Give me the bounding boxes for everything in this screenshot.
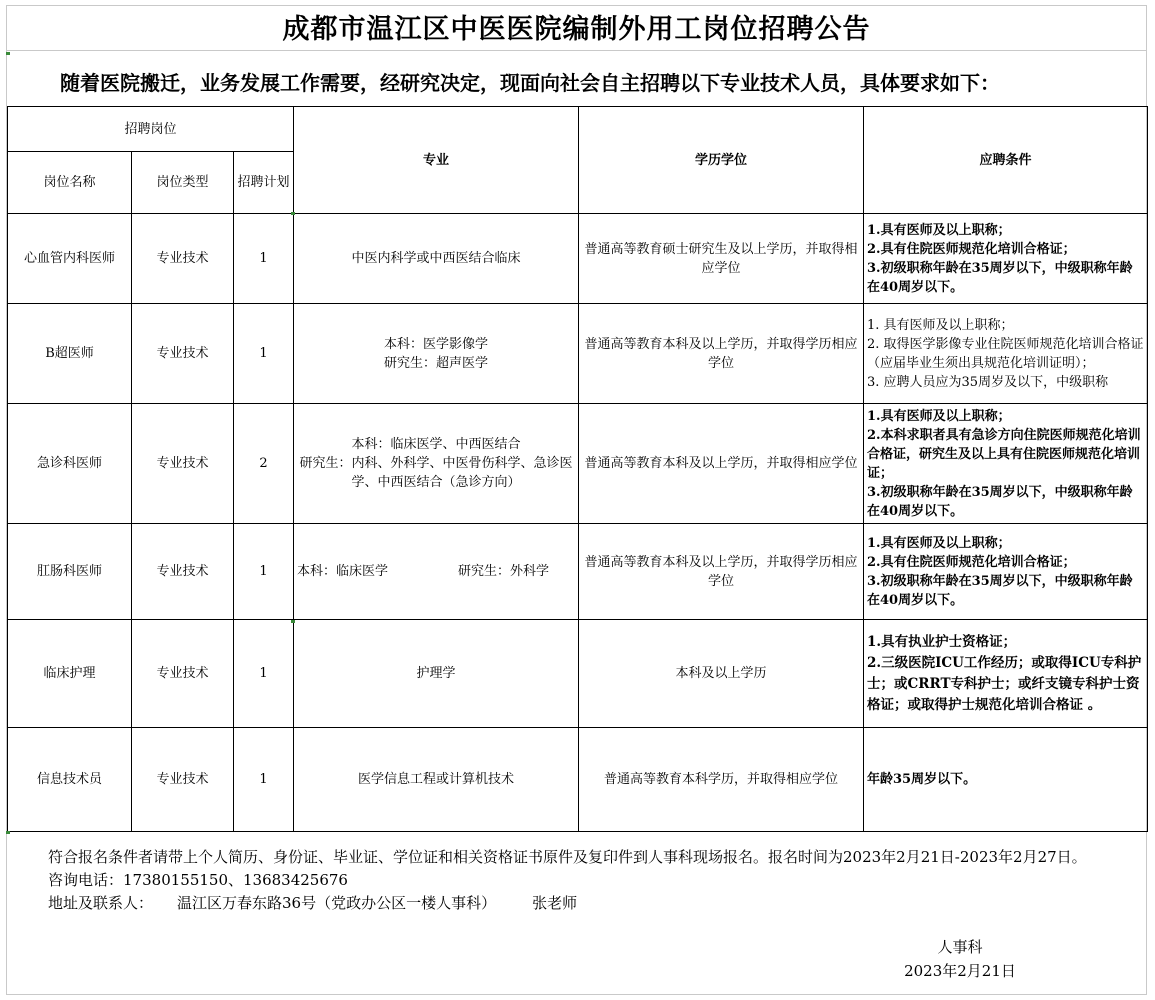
table-row (8, 304, 1148, 404)
major: 本科：临床医学、中西医结合 研究生：内科、外科学、中医骨伤科学、急诊医学、中西医结合（急诊方向） (294, 404, 579, 524)
header-requirements: 应聘条件 (864, 107, 1148, 214)
major: 护理学 (294, 620, 579, 728)
position-name: 肛肠科医师 (8, 524, 132, 620)
plan-count: 1 (234, 728, 294, 832)
requirements: 1. 具有医师及以上职称； 2. 取得医学影像专业住院医师规范化培训合格证（应届毕业生须出具规范化培训证明）； 3. 应聘人员应为35周岁及以下，中级职称 (864, 304, 1148, 404)
signature-dept: 人事科 (937, 938, 983, 956)
education: 普通高等教育本科及以上学历，并取得学历相应学位 (579, 524, 864, 620)
position-name: B超医师 (8, 304, 132, 404)
major: 本科：医学影像学 研究生：超声医学 (294, 304, 579, 404)
position-type: 专业技术 (132, 524, 234, 620)
table-row (8, 728, 1148, 832)
position-type: 专业技术 (132, 214, 234, 304)
cell-marker (6, 831, 10, 834)
plan-count: 1 (234, 214, 294, 304)
requirements: 1.具有医师及以上职称； 2.本科求职者具有急诊方向住院医师规范化培训合格证，研究生及以上具有住院医师规范化培训证； 3.初级职称年龄在35周岁以下，中级职称年龄在40周岁以下。 (864, 404, 1148, 524)
education: 普通高等教育本科及以上学历，并取得相应学位 (579, 404, 864, 524)
education: 普通高等教育本科学历，并取得相应学位 (579, 728, 864, 832)
position-name: 急诊科医师 (8, 404, 132, 524)
header-plan: 招聘计划 (234, 152, 294, 214)
phone-numbers: 17380155150、13683425676 (123, 871, 348, 889)
title-divider (6, 50, 1147, 51)
requirements: 年龄35周岁以下。 (864, 728, 1148, 832)
table-row (8, 214, 1148, 304)
position-name: 心血管内科医师 (8, 214, 132, 304)
major: 本科：临床医学 研究生：外科学 (294, 524, 579, 620)
cell-marker (6, 52, 10, 55)
requirements: 1.具有医师及以上职称； 2.具有住院医师规范化培训合格证； 3.初级职称年龄在35周岁以下，中级职称年龄在40周岁以下。 (864, 214, 1148, 304)
page-title: 成都市温江区中医医院编制外用工岗位招聘公告 (282, 14, 871, 45)
position-type: 专业技术 (132, 404, 234, 524)
position-type: 专业技术 (132, 728, 234, 832)
major: 中医内科学或中西医结合临床 (294, 214, 579, 304)
position-name: 临床护理 (8, 620, 132, 728)
position-type: 专业技术 (132, 304, 234, 404)
requirements: 1.具有医师及以上职称； 2.具有住院医师规范化培训合格证； 3.初级职称年龄在35周岁以下，中级职称年龄在40周岁以下。 (864, 524, 1148, 620)
signature-block (880, 935, 1040, 983)
footer-notes (12, 846, 1142, 915)
plan-count: 1 (234, 304, 294, 404)
table-row (8, 620, 1148, 728)
education: 普通高等教育硕士研究生及以上学历，并取得相应学位 (579, 214, 864, 304)
cell-marker (291, 212, 295, 215)
education: 普通高等教育本科及以上学历，并取得学历相应学位 (579, 304, 864, 404)
address: 温江区万春东路36号（党政办公区一楼人事科） (177, 894, 497, 912)
header-group-positions: 招聘岗位 (8, 107, 294, 152)
header-education: 学历学位 (579, 107, 864, 214)
requirements: 1.具有执业护士资格证； 2.三级医院ICU工作经历；或取得ICU专科护士；或CRRT专科护士；或纤支镜专科护士资格证；或取得护士规范化培训合格证 。 (864, 620, 1148, 728)
plan-count: 2 (234, 404, 294, 524)
registration-notice: 符合报名条件者请带上个人简历、身份证、毕业证、学位证和相关资格证书原件及复印件到人事科现场报名。报名时间为2023年2月21日-2023年2月27日。 (48, 848, 1087, 866)
plan-count: 1 (234, 524, 294, 620)
cell-marker (291, 620, 295, 623)
position-name: 信息技术员 (8, 728, 132, 832)
header-position-name: 岗位名称 (8, 152, 132, 214)
table-row (8, 404, 1148, 524)
major: 医学信息工程或计算机技术 (294, 728, 579, 832)
position-type: 专业技术 (132, 620, 234, 728)
recruitment-table (7, 106, 1148, 832)
signature-date: 2023年2月21日 (904, 962, 1016, 980)
header-major: 专业 (294, 107, 579, 214)
table-row (8, 524, 1148, 620)
intro-text: 随着医院搬迁，业务发展工作需要，经研究决定，现面向社会自主招聘以下专业技术人员，具体要求如下： (60, 71, 1000, 95)
education: 本科及以上学历 (579, 620, 864, 728)
plan-count: 1 (234, 620, 294, 728)
contact-person: 张老师 (532, 894, 578, 912)
phone-line: 咨询电话：17380155150、13683425676 (48, 871, 348, 889)
header-position-type: 岗位类型 (132, 152, 234, 214)
address-line: 地址及联系人： 温江区万春东路36号（党政办公区一楼人事科） 张老师 (48, 894, 578, 912)
